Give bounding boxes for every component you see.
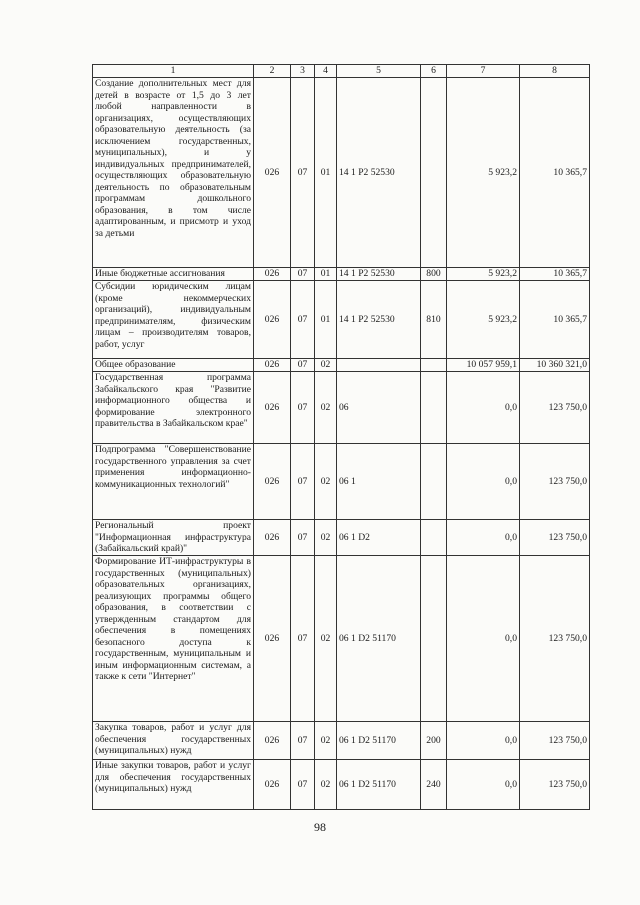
cell-admin-code: 026 <box>254 359 291 372</box>
cell-admin-code: 026 <box>254 556 291 722</box>
cell-subsection: 01 <box>315 268 337 281</box>
table-row <box>93 760 590 810</box>
budget-table <box>92 64 590 810</box>
cell-amount-year2: 123 750,0 <box>520 520 590 556</box>
cell-amount-year1: 5 923,2 <box>447 281 520 359</box>
cell-amount-year1: 0,0 <box>447 760 520 810</box>
table-header-row <box>93 65 590 78</box>
page-number: 98 <box>314 820 326 834</box>
cell-amount-year2: 123 750,0 <box>520 722 590 760</box>
cell-section: 07 <box>291 372 315 444</box>
row-name: Создание дополнительных мест для детей в возрасте от 1,5 до 3 лет любой направленности в организациях, осуществляющих образовательную деятельность (за исключением государственных, муниципальных), и у индивидуальных предпринимателей, осуществляющих образовательную деятельность по образовательным программам дошкольного образования, в том числе адаптированным, и присмотр и уход за детьми <box>93 78 254 268</box>
row-name: Подпрограмма "Совершенствование государственного управления за счет применения информационно-коммуникационных технологий" <box>93 444 254 520</box>
cell-subsection: 02 <box>315 556 337 722</box>
cell-section: 07 <box>291 556 315 722</box>
cell-subsection: 02 <box>315 520 337 556</box>
cell-amount-year1: 0,0 <box>447 722 520 760</box>
cell-subsection: 02 <box>315 722 337 760</box>
row-name: Региональный проект "Информационная инфраструктура (Забайкальский край)" <box>93 520 254 556</box>
column-header: 6 <box>421 65 447 78</box>
cell-target-article: 06 1 D2 <box>337 520 421 556</box>
table-row <box>93 520 590 556</box>
column-header: 8 <box>520 65 590 78</box>
cell-amount-year2: 123 750,0 <box>520 760 590 810</box>
cell-admin-code: 026 <box>254 760 291 810</box>
cell-expense-type: 800 <box>421 268 447 281</box>
row-name: Формирование ИТ-инфраструктуры в государственных (муниципальных) образовательных организациях, реализующих программы общего образования, в соответствии с утвержденным стандартом для обеспечения в помещениях безопасного доступа к государственным, муниципальным и иным информационным системам, а также к сети "Интернет" <box>93 556 254 722</box>
cell-expense-type <box>421 359 447 372</box>
cell-expense-type: 810 <box>421 281 447 359</box>
column-header: 2 <box>254 65 291 78</box>
cell-expense-type: 240 <box>421 760 447 810</box>
cell-subsection: 02 <box>315 359 337 372</box>
cell-admin-code: 026 <box>254 78 291 268</box>
cell-target-article <box>337 359 421 372</box>
cell-expense-type <box>421 556 447 722</box>
column-header: 7 <box>447 65 520 78</box>
cell-target-article: 14 1 P2 52530 <box>337 78 421 268</box>
cell-section: 07 <box>291 281 315 359</box>
cell-target-article: 06 <box>337 372 421 444</box>
cell-target-article: 06 1 D2 51170 <box>337 760 421 810</box>
cell-subsection: 02 <box>315 444 337 520</box>
cell-expense-type <box>421 78 447 268</box>
cell-target-article: 06 1 D2 51170 <box>337 556 421 722</box>
cell-target-article: 14 1 P2 52530 <box>337 281 421 359</box>
cell-target-article: 14 1 P2 52530 <box>337 268 421 281</box>
cell-admin-code: 026 <box>254 722 291 760</box>
cell-subsection: 01 <box>315 281 337 359</box>
cell-subsection: 01 <box>315 78 337 268</box>
cell-target-article: 06 1 <box>337 444 421 520</box>
table-row <box>93 281 590 359</box>
column-header: 1 <box>93 65 254 78</box>
cell-amount-year1: 0,0 <box>447 520 520 556</box>
cell-subsection: 02 <box>315 760 337 810</box>
table-row <box>93 372 590 444</box>
table-row <box>93 359 590 372</box>
cell-admin-code: 026 <box>254 268 291 281</box>
column-header: 3 <box>291 65 315 78</box>
cell-admin-code: 026 <box>254 520 291 556</box>
cell-section: 07 <box>291 78 315 268</box>
cell-amount-year1: 0,0 <box>447 444 520 520</box>
cell-admin-code: 026 <box>254 372 291 444</box>
cell-amount-year2: 123 750,0 <box>520 444 590 520</box>
cell-expense-type: 200 <box>421 722 447 760</box>
column-header: 4 <box>315 65 337 78</box>
row-name: Государственная программа Забайкальского края "Развитие информационного общества и формирование электронного правительства в Забайкальском крае" <box>93 372 254 444</box>
row-name: Закупка товаров, работ и услуг для обеспечения государственных (муниципальных) нужд <box>93 722 254 760</box>
cell-section: 07 <box>291 722 315 760</box>
cell-subsection: 02 <box>315 372 337 444</box>
cell-amount-year1: 0,0 <box>447 556 520 722</box>
cell-amount-year1: 10 057 959,1 <box>447 359 520 372</box>
cell-admin-code: 026 <box>254 444 291 520</box>
cell-expense-type <box>421 520 447 556</box>
row-name: Иные закупки товаров, работ и услуг для обеспечения государственных (муниципальных) нужд <box>93 760 254 810</box>
cell-section: 07 <box>291 760 315 810</box>
row-name: Иные бюджетные ассигнования <box>93 268 254 281</box>
cell-expense-type <box>421 444 447 520</box>
table-row <box>93 556 590 722</box>
column-header: 5 <box>337 65 421 78</box>
cell-admin-code: 026 <box>254 281 291 359</box>
cell-amount-year2: 10 365,7 <box>520 281 590 359</box>
cell-section: 07 <box>291 268 315 281</box>
cell-amount-year2: 10 365,7 <box>520 78 590 268</box>
row-name: Субсидии юридическим лицам (кроме некоммерческих организаций), индивидуальным предпринимателям, физическим лицам – производителям товаров, работ, услуг <box>93 281 254 359</box>
table-row <box>93 722 590 760</box>
cell-amount-year2: 123 750,0 <box>520 372 590 444</box>
cell-amount-year2: 10 360 321,0 <box>520 359 590 372</box>
cell-amount-year2: 10 365,7 <box>520 268 590 281</box>
cell-section: 07 <box>291 444 315 520</box>
cell-expense-type <box>421 372 447 444</box>
cell-amount-year2: 123 750,0 <box>520 556 590 722</box>
cell-amount-year1: 0,0 <box>447 372 520 444</box>
table-row <box>93 444 590 520</box>
cell-section: 07 <box>291 359 315 372</box>
row-name: Общее образование <box>93 359 254 372</box>
cell-target-article: 06 1 D2 51170 <box>337 722 421 760</box>
cell-section: 07 <box>291 520 315 556</box>
table-row <box>93 268 590 281</box>
cell-amount-year1: 5 923,2 <box>447 78 520 268</box>
table-row <box>93 78 590 268</box>
cell-amount-year1: 5 923,2 <box>447 268 520 281</box>
